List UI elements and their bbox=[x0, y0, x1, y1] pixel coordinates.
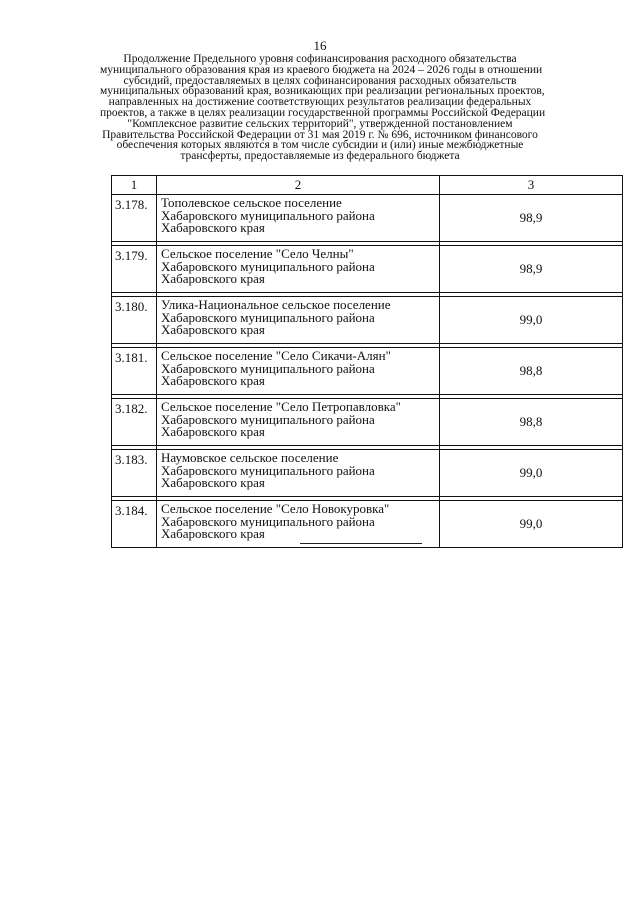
row-number: 3.181. bbox=[112, 348, 157, 395]
heading-line: Продолжение Предельного уровня софинансирования расходного обязательства bbox=[123, 53, 517, 65]
table-row bbox=[112, 195, 623, 242]
cofinancing-table bbox=[111, 175, 623, 548]
cofinancing-level-value: 98,8 bbox=[440, 399, 623, 446]
municipality-name bbox=[157, 399, 440, 446]
municipality-name-line: Сельское поселение "Село Сикачи-Алян" bbox=[161, 348, 391, 363]
cofinancing-level-value: 99,0 bbox=[440, 297, 623, 344]
document-heading bbox=[100, 53, 546, 163]
municipality-name-line: Хабаровского края bbox=[161, 271, 265, 286]
table-row bbox=[112, 450, 623, 497]
municipality-name-line: Сельское поселение "Село Челны" bbox=[161, 246, 354, 261]
heading-line: обеспечения которых являются в том числе субсидии и (или) иные межбюджетные bbox=[116, 139, 524, 152]
municipality-name-line: Сельское поселение "Село Петропавловка" bbox=[161, 399, 401, 414]
municipality-name-line: Сельское поселение "Село Новокуровка" bbox=[161, 501, 390, 516]
municipality-name-line: Тополевское сельское поселение bbox=[161, 195, 342, 210]
table-header-row bbox=[112, 176, 623, 195]
heading-line: проектов, а также в целях реализации государственной программы Российской Федерации bbox=[100, 106, 546, 119]
table-row bbox=[112, 348, 623, 395]
table-row bbox=[112, 297, 623, 344]
column-header-number: 1 bbox=[112, 176, 157, 195]
municipality-name bbox=[157, 501, 440, 548]
heading-line: субсидий, предоставляемых в целях софинансирования расходных обязательств bbox=[123, 74, 517, 87]
row-number: 3.183. bbox=[112, 450, 157, 497]
table-body bbox=[112, 195, 623, 548]
cofinancing-level-value: 98,9 bbox=[440, 195, 623, 242]
municipality-name-line: Хабаровского муниципального района bbox=[161, 513, 375, 529]
municipality-name-line: Улика-Национальное сельское поселение bbox=[161, 297, 391, 312]
cofinancing-level-value: 98,9 bbox=[440, 246, 623, 293]
column-header-value: 3 bbox=[440, 176, 623, 195]
municipality-name bbox=[157, 246, 440, 293]
municipality-name-line: Хабаровского края bbox=[161, 220, 265, 235]
municipality-name bbox=[157, 450, 440, 497]
municipality-name-line: Хабаровского муниципального района bbox=[161, 411, 375, 427]
municipality-name-line: Хабаровского муниципального района bbox=[161, 309, 375, 325]
row-number: 3.184. bbox=[112, 501, 157, 548]
municipality-name bbox=[157, 297, 440, 344]
heading-line: муниципального образования края из краевого бюджета на 2024 – 2026 годы в отношении bbox=[100, 63, 543, 76]
cofinancing-level-value: 99,0 bbox=[440, 450, 623, 497]
column-header-name: 2 bbox=[157, 176, 440, 195]
municipality-name-line: Хабаровского муниципального района bbox=[161, 258, 375, 274]
heading-line: направленных на достижение соответствующих результатов реализации федеральных bbox=[108, 96, 532, 109]
end-rule-divider bbox=[300, 543, 422, 544]
page-number: 16 bbox=[313, 38, 327, 53]
cofinancing-level-value: 98,8 bbox=[440, 348, 623, 395]
municipality-name-line: Хабаровского муниципального района bbox=[161, 360, 375, 376]
row-number: 3.180. bbox=[112, 297, 157, 344]
municipality-name bbox=[157, 195, 440, 242]
heading-line: муниципальных образований края, возникающих при реализации региональных проектов, bbox=[100, 85, 545, 98]
municipality-name-line: Хабаровского края bbox=[161, 322, 265, 337]
table-row bbox=[112, 246, 623, 293]
municipality-name-line: Хабаровского края bbox=[161, 424, 265, 439]
municipality-name bbox=[157, 348, 440, 395]
municipality-name-line: Хабаровского края bbox=[161, 373, 265, 388]
heading-line: "Комплексное развитие сельских территорий", утвержденной постановлением bbox=[127, 117, 513, 130]
municipality-name-line: Наумовское сельское поселение bbox=[161, 450, 339, 465]
heading-line: трансферты, предоставляемые из федерального бюджета bbox=[180, 150, 460, 163]
heading-line: Правительства Российской Федерации от 31 мая 2019 г. № 696, источником финансового bbox=[102, 128, 538, 141]
row-number: 3.178. bbox=[112, 195, 157, 242]
municipality-name-line: Хабаровского края bbox=[161, 526, 265, 541]
municipality-name-line: Хабаровского края bbox=[161, 475, 265, 490]
table-row bbox=[112, 501, 623, 548]
municipality-name-line: Хабаровского муниципального района bbox=[161, 462, 375, 478]
row-number: 3.179. bbox=[112, 246, 157, 293]
cofinancing-level-value: 99,0 bbox=[440, 501, 623, 548]
row-number: 3.182. bbox=[112, 399, 157, 446]
municipality-name-line: Хабаровского муниципального района bbox=[161, 207, 375, 223]
table-row bbox=[112, 399, 623, 446]
